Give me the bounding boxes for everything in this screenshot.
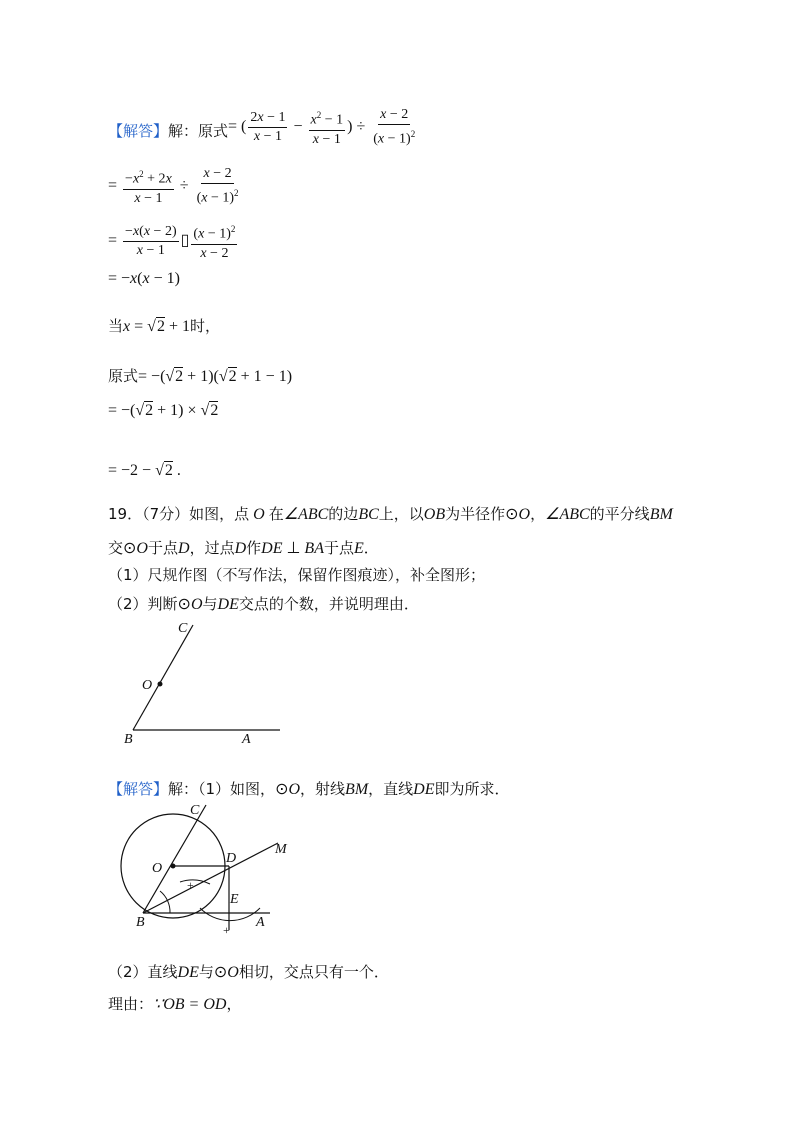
text: 为半径作 bbox=[445, 505, 506, 523]
label-B: B bbox=[124, 732, 133, 747]
text: ，射线 bbox=[300, 780, 346, 798]
label-M: M bbox=[275, 842, 287, 857]
problem-number: 19． bbox=[108, 505, 143, 523]
label-D: D bbox=[226, 851, 237, 866]
when-label: 当 bbox=[108, 317, 124, 335]
point-O bbox=[158, 682, 163, 687]
arc-perpendicular bbox=[200, 908, 260, 921]
text: 与 bbox=[202, 595, 218, 613]
orig-label: 原式 bbox=[108, 367, 139, 385]
text: ，过点 bbox=[189, 539, 235, 557]
text: （2）判断 bbox=[108, 595, 178, 613]
text: 如图，点 bbox=[189, 505, 250, 523]
label-C: C bbox=[178, 621, 188, 636]
text: 解：（1）如图， bbox=[168, 780, 276, 798]
label-C: C bbox=[190, 803, 200, 818]
point-O bbox=[171, 864, 176, 869]
text: 相切，交点只有一个． bbox=[238, 963, 389, 981]
eval-line-2: = −(√2 + 1) × √2 bbox=[108, 402, 219, 419]
original-eval-line: 原式= −(√2 + 1)(√2 + 1 − 1) bbox=[108, 367, 293, 385]
cross-mark-2: + bbox=[223, 923, 230, 937]
label-A: A bbox=[256, 915, 265, 930]
text: ，直线 bbox=[368, 780, 414, 798]
label-O: O bbox=[142, 678, 153, 693]
text: 与 bbox=[198, 963, 214, 981]
text: 交点的个数，并说明理由． bbox=[238, 595, 419, 613]
formula-line-1: = ( $\frac{2x - 1}{x - 1}$ − $\frac{x^2 - 1}{x - 1}$ ) ÷ $\frac{x - 2}{(x - 1)^2}$ bbox=[228, 107, 416, 147]
text: ． bbox=[363, 539, 379, 557]
answer-intro: 解：原式 bbox=[168, 122, 229, 140]
problem-points: （7分） bbox=[142, 505, 190, 523]
formula-line-4: = −x(x − 1) bbox=[108, 270, 180, 287]
when-suffix: 时， bbox=[189, 317, 220, 335]
figure-1-angle bbox=[110, 615, 290, 750]
text: （2）直线 bbox=[108, 963, 178, 981]
text: 于点 bbox=[323, 539, 354, 557]
reason-math: ∵OB = OD bbox=[153, 996, 227, 1013]
answer-tag: 【解答】 bbox=[108, 122, 169, 140]
label-O: O bbox=[152, 861, 163, 876]
answer-2-line-1: 【解答】解：（1）如图，⊙O，射线BM，直线DE即为所求． bbox=[108, 780, 510, 798]
text: 交 bbox=[108, 539, 124, 557]
problem-19-line-1: 19．（7分）如图，点 O 在∠ABC的边BC上，以OB为半径作⊙O，∠ABC的平分线BM bbox=[108, 505, 673, 523]
figure-2-construction bbox=[110, 800, 300, 945]
reason-line bbox=[108, 993, 241, 1014]
label-B: B bbox=[136, 915, 145, 930]
label-E: E bbox=[230, 892, 239, 907]
answer-2-part-2: （2）直线DE与⊙O相切，交点只有一个． bbox=[108, 963, 389, 981]
question-1: （1）尺规作图（不写作法，保留作图痕迹），补全图形； bbox=[108, 566, 486, 584]
answer-1-first-line bbox=[108, 120, 228, 141]
question-2: （2）判断⊙O与DE交点的个数，并说明理由． bbox=[108, 595, 419, 613]
text: 即为所求． bbox=[434, 780, 510, 798]
label-A: A bbox=[242, 732, 251, 747]
text: 上，以 bbox=[378, 505, 424, 523]
text: ， bbox=[226, 995, 242, 1013]
eval-line-3: = −2 − √2 . bbox=[108, 462, 181, 479]
text: 在 bbox=[268, 505, 284, 523]
text: 作 bbox=[246, 539, 262, 557]
text: ， bbox=[530, 505, 546, 523]
text: 于点 bbox=[147, 539, 178, 557]
text: 的边 bbox=[328, 505, 359, 523]
formula-line-3: = $\frac{-x(x - 2)}{x - 1}$ ▯ $\frac{(x - 1)^2}{x - 2}$ bbox=[108, 220, 239, 263]
problem-19-line-2: 交⊙O于点D，过点D作DE ⊥ BA于点E． bbox=[108, 539, 379, 557]
formula-line-2: = $\frac{-x^2 + 2x}{x - 1}$ ÷ $\frac{x - 2}{(x - 1)^2}$ bbox=[108, 166, 239, 206]
text: 理由： bbox=[108, 995, 154, 1013]
answer-tag: 【解答】 bbox=[108, 780, 169, 798]
cross-mark: + bbox=[187, 878, 194, 892]
substitution-line: 当x = √2 + 1时， bbox=[108, 317, 220, 335]
text: 的平分线 bbox=[589, 505, 650, 523]
